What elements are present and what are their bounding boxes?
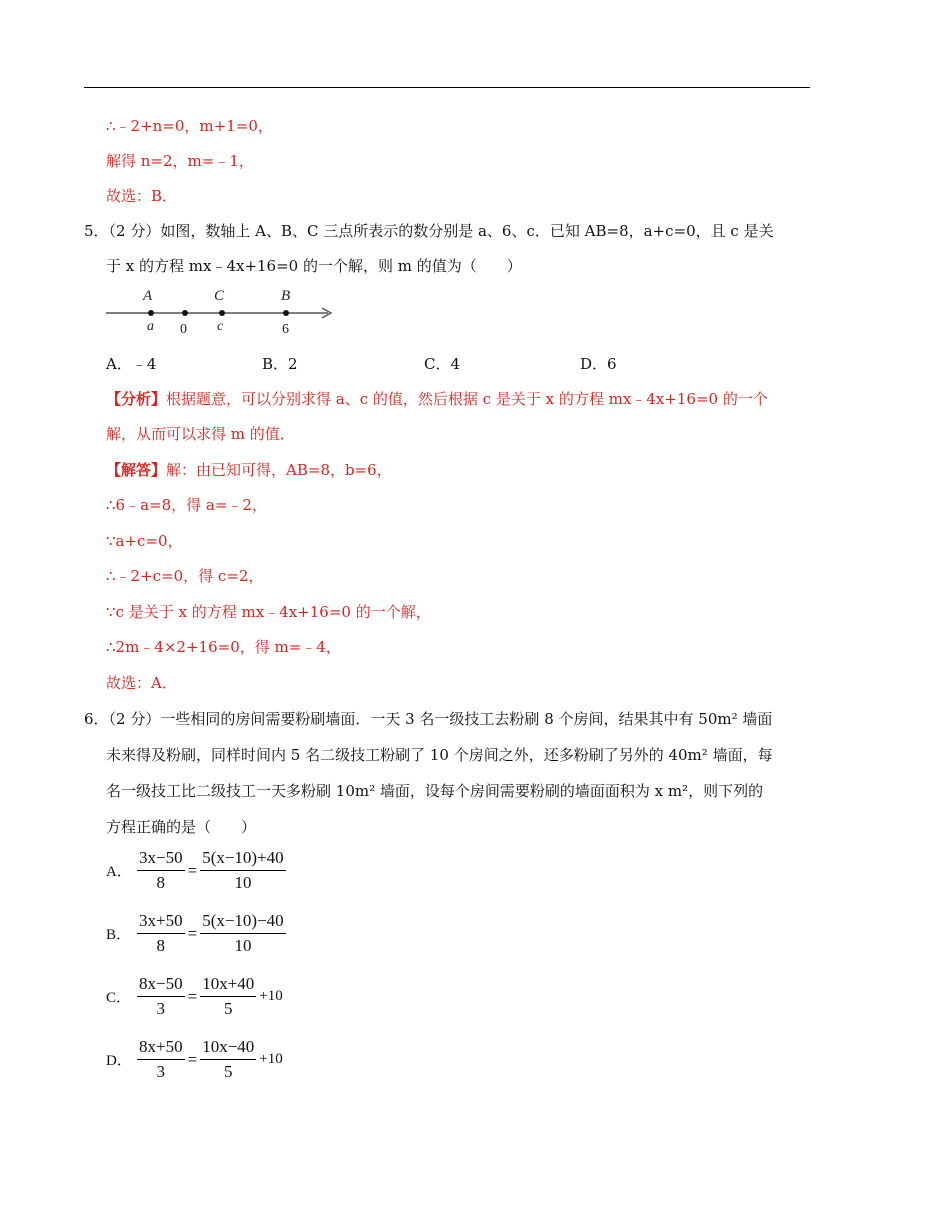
numerator: 3x+50: [137, 911, 185, 934]
trailing-term: +10: [259, 988, 283, 1004]
prev-solution-line-2: 解得 n=2，m=﹣1，: [106, 152, 254, 170]
numerator: 3x−50: [137, 848, 185, 871]
prev-solution-line-1: ∴﹣2+n=0，m+1=0，: [106, 117, 273, 135]
label-0: 0: [180, 322, 187, 337]
denominator: 5: [223, 999, 233, 1018]
left-fraction: [137, 1037, 185, 1082]
right-fraction: [200, 974, 256, 1019]
q5-analysis-line-2: 解，从而可以求得 m 的值．: [106, 425, 295, 443]
label-6: 6: [282, 322, 289, 337]
denominator: 8: [156, 873, 166, 892]
option-label: C．: [106, 990, 132, 1006]
header-rule: [84, 87, 810, 88]
q5-stem-line-2: 于 x 的方程 mx﹣4x+16=0 的一个解，则 m 的值为（ ）: [106, 257, 522, 275]
equals-sign: =: [187, 860, 198, 880]
q5-answer-line-7: 故选：A．: [106, 674, 177, 692]
answer-tag: 【解答】: [106, 461, 167, 479]
numerator: 5(x−10)−40: [200, 911, 286, 934]
right-fraction: [200, 911, 286, 956]
label-a: a: [147, 319, 154, 334]
point-c: [219, 310, 225, 316]
label-c: c: [217, 319, 224, 334]
q6-option-b: [106, 911, 289, 956]
q6-stem-line-3: 名一级技工比二级技工一天多粉刷 10m² 墙面，设每个房间需要粉刷的墙面面积为 x m²，则下列的: [106, 782, 764, 800]
trailing-term: +10: [259, 1051, 283, 1067]
q5-answer-line-1: [106, 460, 392, 480]
numerator: 5(x−10)+40: [200, 848, 286, 871]
analysis-text-1: 根据题意，可以分别求得 a、c 的值，然后根据 c 是关于 x 的方程 mx﹣4x+16=0 的一个: [166, 390, 768, 408]
left-fraction: [137, 848, 185, 893]
q6-stem-line-2: 未来得及粉刷，同样时间内 5 名二级技工粉刷了 10 个房间之外，还多粉刷了另外的 40m² 墙面，每: [106, 746, 773, 764]
left-fraction: [137, 974, 185, 1019]
right-fraction: [200, 1037, 256, 1082]
equals-sign: =: [187, 986, 198, 1006]
q5-option-c: C．4: [424, 355, 461, 373]
option-label: A．: [106, 864, 132, 880]
denominator: 5: [223, 1062, 233, 1081]
point-b: [283, 310, 289, 316]
analysis-tag: 【分析】: [106, 390, 167, 408]
q6-option-d: [106, 1037, 283, 1082]
numerator: 10x−40: [200, 1037, 256, 1060]
point-zero: [182, 310, 188, 316]
q5-answer-line-3: ∵a+c=0，: [106, 532, 183, 550]
q6-stem-line-4: 方程正确的是（ ）: [106, 818, 257, 836]
prev-solution-line-3: 故选：B．: [106, 187, 178, 205]
denominator: 3: [156, 999, 166, 1018]
q5-option-d: D．6: [580, 355, 617, 373]
equals-sign: =: [187, 1049, 198, 1069]
denominator: 10: [234, 873, 252, 892]
point-a: [148, 310, 154, 316]
option-label: B．: [106, 927, 132, 943]
q6-option-c: [106, 974, 283, 1019]
numerator: 10x+40: [200, 974, 256, 997]
denominator: 10: [234, 936, 252, 955]
q5-answer-line-2: ∴6﹣a=8，得 a=﹣2，: [106, 496, 267, 514]
right-fraction: [200, 848, 286, 893]
q5-option-a: A．﹣4: [106, 355, 157, 373]
q6-option-a: [106, 848, 289, 893]
q5-stem-line-1: 5．（2 分）如图，数轴上 A、B、C 三点所表示的数分别是 a、6、c．已知 AB=8，a+c=0，且 c 是关: [84, 222, 774, 240]
denominator: 3: [156, 1062, 166, 1081]
q5-answer-line-5: ∵c 是关于 x 的方程 mx﹣4x+16=0 的一个解，: [106, 603, 431, 621]
label-A: A: [143, 288, 153, 304]
numerator: 8x−50: [137, 974, 185, 997]
option-label: D．: [106, 1053, 132, 1069]
q5-option-b: B．2: [262, 355, 298, 373]
q5-answer-line-6: ∴2m﹣4×2+16=0，得 m=﹣4，: [106, 638, 341, 656]
q5-answer-line-4: ∴﹣2+c=0，得 c=2，: [106, 567, 264, 585]
q5-analysis-line-1: [106, 389, 768, 409]
label-C: C: [214, 288, 225, 304]
equals-sign: =: [187, 923, 198, 943]
left-fraction: [137, 911, 185, 956]
label-B: B: [281, 288, 291, 304]
answer-text-1: 解：由已知可得，AB=8，b=6，: [166, 461, 392, 479]
numerator: 8x+50: [137, 1037, 185, 1060]
denominator: 8: [156, 936, 166, 955]
q6-stem-line-1: 6．（2 分）一些相同的房间需要粉刷墙面．一天 3 名一级技工去粉刷 8 个房间，结果其中有 50m² 墙面: [84, 710, 773, 728]
number-line-figure: [100, 284, 340, 340]
